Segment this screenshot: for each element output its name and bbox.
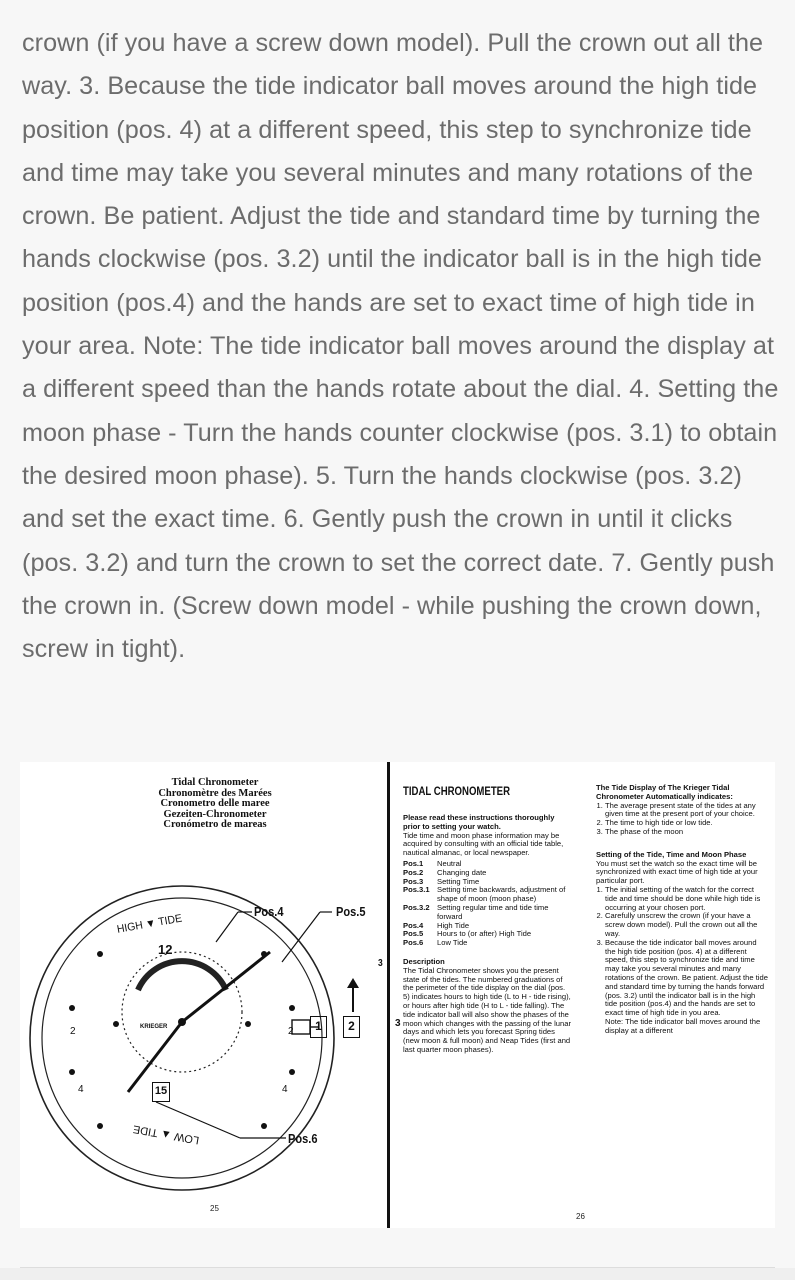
description-heading: Description (403, 956, 445, 966)
title-de: Gezeiten-Chronometer (163, 808, 267, 820)
pos4-label: Pos.4 (254, 904, 284, 919)
middle-side-mark: 3 (395, 1018, 401, 1029)
pos5-label: Pos.5 (336, 904, 366, 919)
brand-label: KRIEGER (140, 1024, 168, 1030)
title-en: Tidal Chronometer (171, 777, 259, 788)
title-es: Cronómetro de mareas (163, 819, 267, 830)
bottom-bar (0, 1268, 795, 1280)
crown-position-mark: 3 (378, 958, 383, 969)
position-row: Pos.2 Changing date (403, 867, 487, 877)
position-box-1: 1 (310, 1016, 327, 1038)
instructions-page-26 (395, 762, 585, 1228)
list-item: 1. The initial setting of the watch for the correct tide and time should be done while high tide is occurring at your chosen port. (605, 886, 768, 912)
diagram-page (20, 762, 390, 1228)
description-text: The Tidal Chronometer shows you the present state of the tides. The numbered graduations of the perimeter of the tide display on the dial (pos. 5) indicates hours to high tide (L to H - tide rising), or hours after high tide (H to L - tide falling). The tide indicator ball will also show the phases of the moon which changes with the passing of the lunar days and which lets you forecast Spring tides (new moon & full moon) and Neap Tides (first and last quarter moon phases). (403, 965, 572, 1054)
middle-page-body (403, 814, 573, 1055)
svg-text:4: 4 (78, 1084, 84, 1095)
watch-diagram (20, 762, 390, 1228)
positions-list (403, 860, 573, 948)
setting-text: You must set the watch so the exact time will be synchronized with exact time of high tide at your particular port. (596, 858, 758, 886)
middle-page-title: TIDAL CHRONOMETER (403, 784, 511, 798)
tide-display-list (596, 802, 768, 837)
list-item: 3. The phase of the moon (605, 828, 768, 837)
list-item: 2. Carefully unscrew the crown (if your have a screw down model). Pull the crown out all the way. (605, 912, 768, 938)
position-row: Pos.3 Setting Time (403, 876, 480, 886)
position-row: Pos.4 High Tide (403, 920, 470, 930)
position-row: Pos.3.1 Setting time backwards, adjustment of shape of moon (moon phase) (403, 885, 566, 904)
intro-bold: Please read these instructions thoroughly prior to setting your watch. (403, 813, 555, 831)
list-item: 3. Because the tide indicator ball moves around the high tide position (pos. 4) at a different speed, this step to synchronize tide and time may take you several minutes and many rotations of the crown. Be patient. Adjust the tide and standard time by turning the hands forward (pos. 3.2) until the indicator ball is in the high tide position (pos.4) and the hands are set to exact time of high tide in you area. (605, 939, 768, 1018)
list-item: 1. The average present state of the tides at any given time at the present port of your choice. (605, 802, 768, 820)
svg-text:2: 2 (288, 1026, 294, 1037)
date-window: 15 (152, 1082, 170, 1102)
position-row: Pos.6 Low Tide (403, 938, 468, 948)
note-text: Note: The tide indicator ball moves around the display at a different (605, 1016, 761, 1035)
low-tide-label: LOW ▲ TIDE (132, 1122, 201, 1146)
setting-heading: Setting of the Tide, Time and Moon Phase (596, 849, 747, 859)
position-box-2: 2 (343, 1016, 360, 1038)
page-gutter (387, 762, 390, 1228)
right-heading: The Tide Display of The Krieger Tidal Chronometer Automatically indicates: (596, 783, 733, 801)
svg-text:2: 2 (70, 1026, 76, 1037)
twelve-numeral: 12 (158, 942, 173, 957)
left-page-number: 25 (210, 1204, 219, 1213)
position-row: Pos.3.2 Setting regular time and tide time forward (403, 902, 549, 921)
middle-page-number: 26 (576, 1212, 585, 1221)
instruction-paragraph: crown (if you have a screw down model). Pull the crown out all the way. 3. Because the tide indicator ball moves around the high tide position (pos. 4) at a different speed, this step to synchronize tide and time may take you several minutes and many rotations of the crown. Be patient. Adjust the tide and standard time by turning the hands clockwise (pos. 3.2) until the indicator ball is in the high tide position (pos.4) and the hands are set to exact time of high tide in your area. Note: The tide indicator ball moves around the display at a different speed than the hands rotate about the dial. 4. Setting the moon phase - Turn the hands counter clockwise (pos. 3.1) to obtain the desired moon phase). 5. Turn the hands clockwise (pos. 3.2) and set the exact time. 6. Gently push the crown in until it clicks (pos. 3.2) and turn the crown to set the correct date. 7. Gently push the crown in. (Screw down model - while pushing the crown down, screw in tight). (22, 29, 779, 664)
pos6-label: Pos.6 (288, 1131, 318, 1146)
title-it: Cronometro delle maree (160, 798, 270, 809)
svg-text:4: 4 (282, 1084, 288, 1095)
scanned-manual-image (20, 762, 775, 1228)
setting-steps (596, 886, 768, 1018)
position-row: Pos.5 Hours to (or after) High Tide (403, 929, 532, 939)
instructions-page-27 (596, 784, 768, 1036)
title-fr: Chronomètre des Marées (158, 787, 272, 799)
list-item: 2. The time to high tide or low tide. (605, 819, 768, 828)
position-row: Pos.1 Neutral (403, 858, 462, 868)
high-tide-label: HIGH ▼ TIDE (116, 912, 183, 936)
intro-text: Tide time and moon phase information may be acquired by consulting with an official tide table, nautical almanac, or local newspaper. (403, 830, 564, 858)
